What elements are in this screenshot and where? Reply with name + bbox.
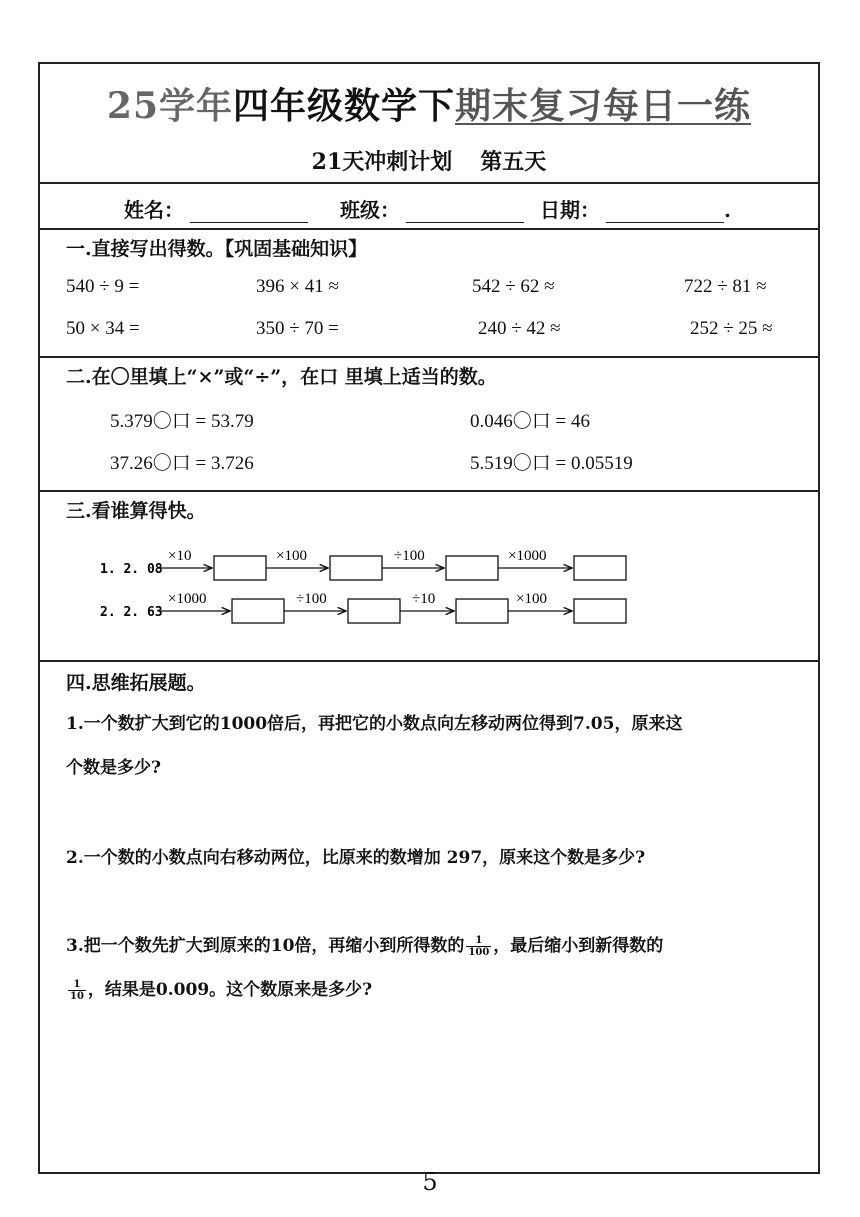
calc-chains xyxy=(40,492,820,662)
class-blank[interactable] xyxy=(406,202,524,223)
calc-problem: 722 ÷ 81 ≈ xyxy=(684,276,767,297)
subtitle xyxy=(40,132,818,192)
answer-box[interactable] xyxy=(214,556,266,580)
question-3-line1 xyxy=(66,924,806,968)
section-quick-calc xyxy=(40,492,818,662)
section4-heading: 四.思维拓展题。 xyxy=(66,672,206,694)
title-year: 25学年 xyxy=(106,85,234,127)
calc-problem: 396 × 41 ≈ xyxy=(256,276,339,297)
chain1-start: 1. 2. 08 xyxy=(100,562,163,577)
fill-item[interactable]: 37.26〇口 = 3.726 xyxy=(110,453,254,474)
date-blank[interactable] xyxy=(606,202,724,223)
worksheet xyxy=(38,62,820,1174)
question-2: 2.一个数的小数点向右移动两位，比原来的数增加 297，原来这个数是多少? xyxy=(66,848,646,868)
chain2-op2: ÷100 xyxy=(296,591,327,607)
chain1-op2: ×100 xyxy=(276,548,307,564)
question-1-line2: 个数是多少? xyxy=(66,758,161,778)
calc-problem: 240 ÷ 42 ≈ xyxy=(478,318,561,339)
answer-box[interactable] xyxy=(574,556,626,580)
fraction-denominator: 100 xyxy=(468,947,490,958)
fraction-numerator: 1 xyxy=(466,935,491,947)
calc-problem: 350 ÷ 70 = xyxy=(256,318,339,339)
q3-text-part3: ，结果是0.009。这个数原来是多少? xyxy=(87,980,373,1000)
name-field xyxy=(124,194,308,223)
section-fill-operators xyxy=(40,358,818,492)
calc-problem: 252 ÷ 25 ≈ xyxy=(690,318,773,339)
subtitle-row xyxy=(40,132,818,184)
chain2-op1: ×1000 xyxy=(168,591,207,607)
title-grade: 四年级数学下 xyxy=(233,85,456,127)
q3-text-part1: 3.把一个数先扩大到原来的10倍，再缩小到所得数的 xyxy=(66,936,465,956)
chain2-op3: ÷10 xyxy=(412,591,436,607)
question-3 xyxy=(66,924,806,1012)
title-row xyxy=(40,64,818,132)
section-direct-calc xyxy=(40,230,818,358)
chain2-op4: ×100 xyxy=(516,591,547,607)
answer-box[interactable] xyxy=(232,599,284,623)
class-field xyxy=(340,194,524,223)
question-3-line2 xyxy=(66,968,806,1012)
section2-heading: 二.在〇里填上“×”或“÷”，在口 里填上适当的数。 xyxy=(66,366,497,388)
calc-problem: 542 ÷ 62 ≈ xyxy=(472,276,555,297)
student-info-row xyxy=(40,184,818,230)
section1-heading: 一.直接写出得数。【巩固基础知识】 xyxy=(66,238,368,260)
subtitle-plan: 21天冲刺计划 xyxy=(311,149,453,175)
answer-box[interactable] xyxy=(348,599,400,623)
class-label: 班级： xyxy=(340,198,400,222)
fill-item[interactable]: 5.519〇口 = 0.05519 xyxy=(470,453,633,474)
fraction-one-tenth xyxy=(68,979,86,1002)
date-label: 日期： xyxy=(540,198,600,222)
chain1-op4: ×1000 xyxy=(508,548,547,564)
question-1-line1: 1.一个数扩大到它的1000倍后，再把它的小数点向左移动两位得到7.05，原来这 xyxy=(66,714,683,734)
date-field xyxy=(540,194,731,223)
page-number: 5 xyxy=(422,1168,438,1196)
chain2-start: 2. 2. 63 xyxy=(100,605,163,620)
subtitle-day: 第五天 xyxy=(480,149,547,175)
section3-heading: 三.看谁算得快。 xyxy=(66,500,206,522)
fill-item[interactable]: 5.379〇口 = 53.79 xyxy=(110,411,254,432)
answer-box[interactable] xyxy=(330,556,382,580)
calc-problem: 50 × 34 = xyxy=(66,318,140,339)
chain1-op1: ×10 xyxy=(168,548,192,564)
calc-problem: 540 ÷ 9 = xyxy=(66,276,140,297)
answer-box[interactable] xyxy=(446,556,498,580)
question-1 xyxy=(66,702,806,790)
answer-box[interactable] xyxy=(456,599,508,623)
fraction-one-hundredth xyxy=(466,935,491,958)
section-extension xyxy=(40,662,818,1176)
q3-text-part2: ，最后缩小到新得数的 xyxy=(493,936,664,956)
fraction-denominator: 10 xyxy=(70,991,84,1002)
answer-box[interactable] xyxy=(574,599,626,623)
name-label: 姓名： xyxy=(124,198,184,222)
name-blank[interactable] xyxy=(190,202,308,223)
fraction-numerator: 1 xyxy=(68,979,86,991)
chain1-op3: ÷100 xyxy=(394,548,425,564)
fill-item[interactable]: 0.046〇口 = 46 xyxy=(470,411,590,432)
title-review: 期末复习每日一练 xyxy=(455,85,752,127)
date-end-mark: . xyxy=(724,198,731,222)
